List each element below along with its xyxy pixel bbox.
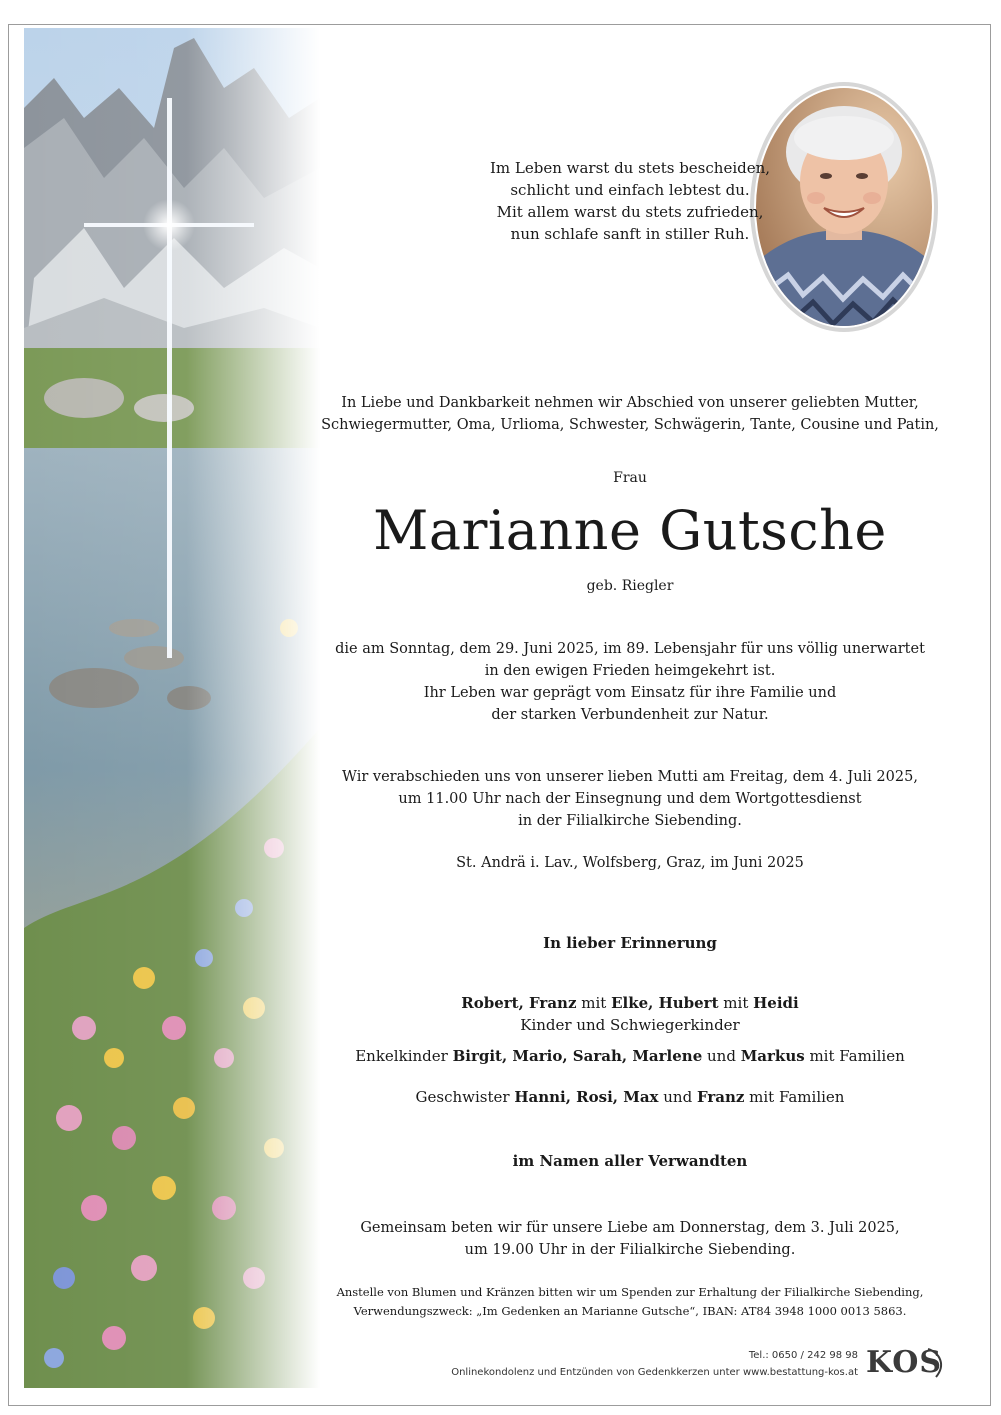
donation-note bbox=[300, 1283, 960, 1321]
landscape-image bbox=[24, 28, 320, 1388]
poem-line: Mit allem warst du stets zufrieden, bbox=[496, 203, 764, 221]
funeral-details bbox=[300, 766, 960, 832]
text-line: Wir verabschieden uns von unserer lieben Mutti am Freitag, dem 4. Juli 2025, bbox=[342, 769, 918, 785]
honorific: Frau bbox=[613, 470, 647, 486]
text-line: in der Filialkirche Siebending. bbox=[518, 813, 742, 829]
logo-swoosh-icon bbox=[866, 1343, 946, 1387]
relatives-heading: im Namen aller Verwandten bbox=[512, 1152, 748, 1170]
connector: und bbox=[702, 1047, 741, 1065]
place-date: St. Andrä i. Lav., Wolfsberg, Graz, im Juni 2025 bbox=[456, 855, 804, 871]
connector: Enkelkinder bbox=[355, 1047, 453, 1065]
siblings-line bbox=[300, 1088, 960, 1106]
family-names: Franz bbox=[696, 1088, 745, 1106]
family-role: Kinder und Schwiegerkinder bbox=[520, 1016, 740, 1034]
family-names: Hanni, Rosi, Max bbox=[514, 1088, 659, 1106]
poem-line: schlicht und einfach lebtest du. bbox=[510, 181, 750, 199]
deceased-name: Marianne Gutsche bbox=[373, 499, 887, 562]
online-condolence-text: Onlinekondolenz und Entzünden von Gedenkkerzen unter www.bestattung-kos.at bbox=[451, 1367, 858, 1378]
text-line: in den ewigen Frieden heimgekehrt ist. bbox=[484, 663, 776, 679]
poem-line: Im Leben warst du stets bescheiden, bbox=[489, 159, 771, 177]
poem-line: nun schlafe sanft in stiller Ruh. bbox=[510, 225, 750, 243]
intro-text bbox=[300, 392, 960, 436]
family-names: Heidi bbox=[753, 994, 799, 1012]
text-line: Anstelle von Blumen und Kränzen bitten wir um Spenden zur Erhaltung der Filialkirche Siebending, bbox=[336, 1285, 924, 1299]
family-names: Birgit, Mario, Sarah, Marlene bbox=[452, 1047, 703, 1065]
children-line bbox=[300, 992, 960, 1036]
maiden-name: geb. Riegler bbox=[586, 578, 674, 594]
grandchildren-line bbox=[300, 1047, 960, 1065]
family-names: Markus bbox=[740, 1047, 805, 1065]
poem bbox=[300, 157, 960, 245]
connector: Geschwister bbox=[415, 1088, 515, 1106]
memory-heading: In lieber Erinnerung bbox=[543, 934, 717, 952]
text-line: der starken Verbundenheit zur Natur. bbox=[491, 707, 769, 723]
connector: und bbox=[658, 1088, 697, 1106]
text-line: um 11.00 Uhr nach der Einsegnung und dem Wortgottesdienst bbox=[398, 791, 862, 807]
text-line: Ihr Leben war geprägt vom Einsatz für ihre Familie und bbox=[423, 685, 837, 701]
phone-number: Tel.: 0650 / 242 98 98 bbox=[748, 1350, 858, 1361]
connector: mit bbox=[576, 994, 612, 1012]
connector: mit Familien bbox=[804, 1047, 905, 1065]
family-names: Robert, Franz bbox=[461, 994, 577, 1012]
logo-text: KOS bbox=[866, 1345, 943, 1380]
text-line: Gemeinsam beten wir für unsere Liebe am Donnerstag, dem 3. Juli 2025, bbox=[360, 1220, 900, 1236]
death-notice bbox=[300, 638, 960, 726]
prayer-details bbox=[300, 1217, 960, 1261]
family-names: Elke, Hubert bbox=[611, 994, 719, 1012]
text-line: die am Sonntag, dem 29. Juni 2025, im 89. Lebensjahr für uns völlig unerwartet bbox=[335, 641, 925, 657]
text-line: um 19.00 Uhr in der Filialkirche Siebending. bbox=[464, 1242, 796, 1258]
intro-line: Schwiegermutter, Oma, Urlioma, Schwester, Schwägerin, Tante, Cousine und Patin, bbox=[321, 417, 939, 433]
intro-line: In Liebe und Dankbarkeit nehmen wir Abschied von unserer geliebten Mutter, bbox=[341, 395, 919, 411]
company-logo bbox=[866, 1343, 946, 1387]
connector: mit bbox=[718, 994, 754, 1012]
text-line: Verwendungszweck: „Im Gedenken an Marianne Gutsche“, IBAN: AT84 3948 1000 0013 5863. bbox=[353, 1304, 907, 1318]
connector: mit Familien bbox=[744, 1088, 845, 1106]
